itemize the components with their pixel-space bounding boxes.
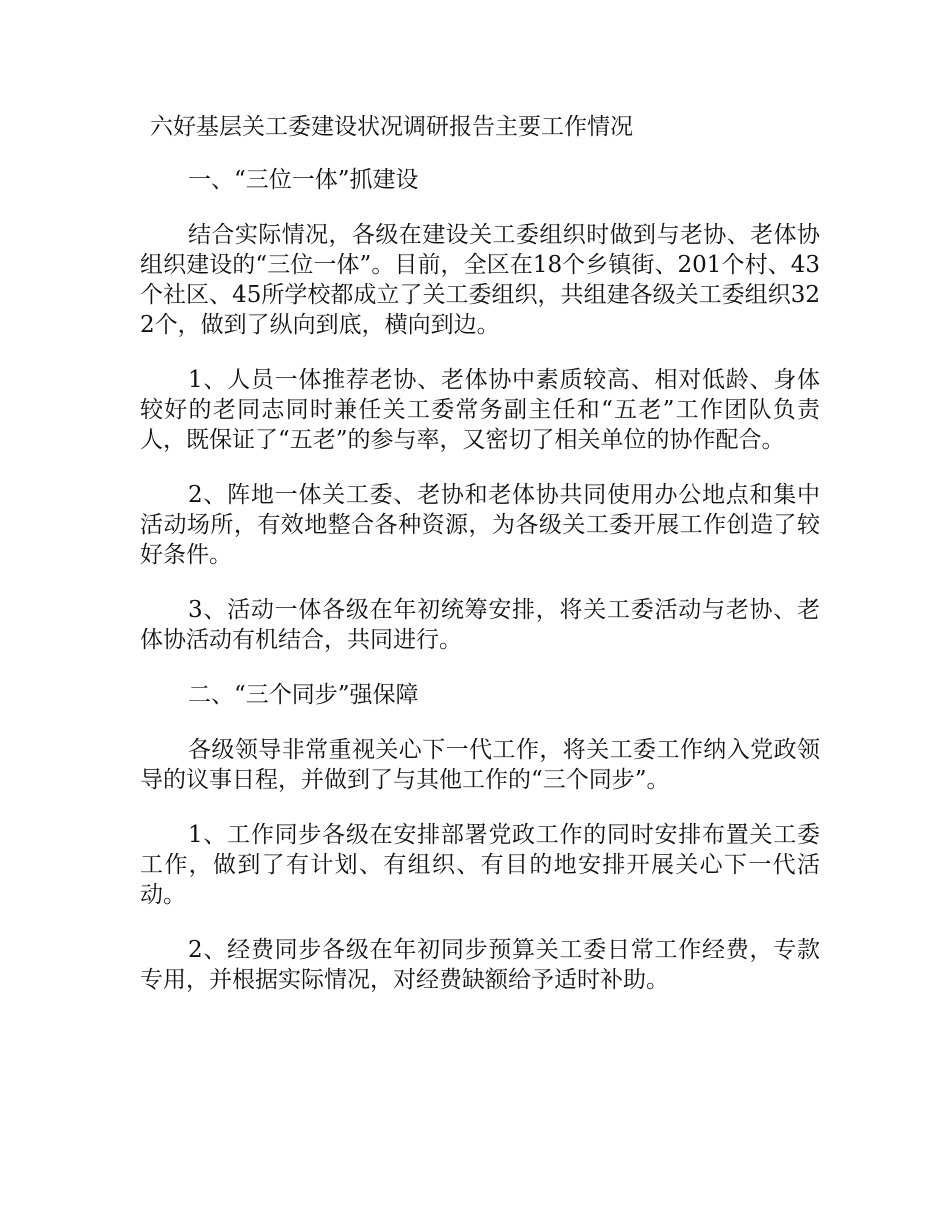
paragraph-2: 1、人员一体推荐老协、老体协中素质较高、相对低龄、身体较好的老同志同时兼任关工委常务副主任和“五老”工作团队负责人，既保证了“五老”的参与率，又密切了相关单位的协作配合。 <box>140 367 820 453</box>
paragraph-1: 结合实际情况，各级在建设关工委组织时做到与老协、老体协组织建设的“三位一体”。目前，全区在18个乡镇街、201个村、43个社区、45所学校都成立了关工委组织，共组建各级关工委组织322个，做到了纵向到底，横向到边。 <box>140 222 820 338</box>
document-body <box>140 112 820 1020</box>
paragraph-4: 3、活动一体各级在年初统筹安排，将关工委活动与老协、老体协活动有机结合，共同进行。 <box>140 597 820 653</box>
paragraph-5: 各级领导非常重视关心下一代工作，将关工委工作纳入党政领导的议事日程，并做到了与其他工作的“三个同步”。 <box>140 737 820 793</box>
paragraph-3: 2、阵地一体关工委、老协和老体协共同使用办公地点和集中活动场所，有效地整合各种资源，为各级关工委开展工作创造了较好条件。 <box>140 482 820 568</box>
section-heading-2: 二、“三个同步”强保障 <box>188 682 419 708</box>
paragraph-7: 2、经费同步各级在年初同步预算关工委日常工作经费，专款专用，并根据实际情况，对经费缺额给予适时补助。 <box>140 937 820 993</box>
paragraph-6: 1、工作同步各级在安排部署党政工作的同时安排布置关工委工作，做到了有计划、有组织、有目的地安排开展关心下一代活动。 <box>140 822 820 908</box>
section-heading-1: 一、“三位一体”抓建设 <box>188 167 419 193</box>
document-title: 六好基层关工委建设状况调研报告主要工作情况 <box>150 114 633 140</box>
